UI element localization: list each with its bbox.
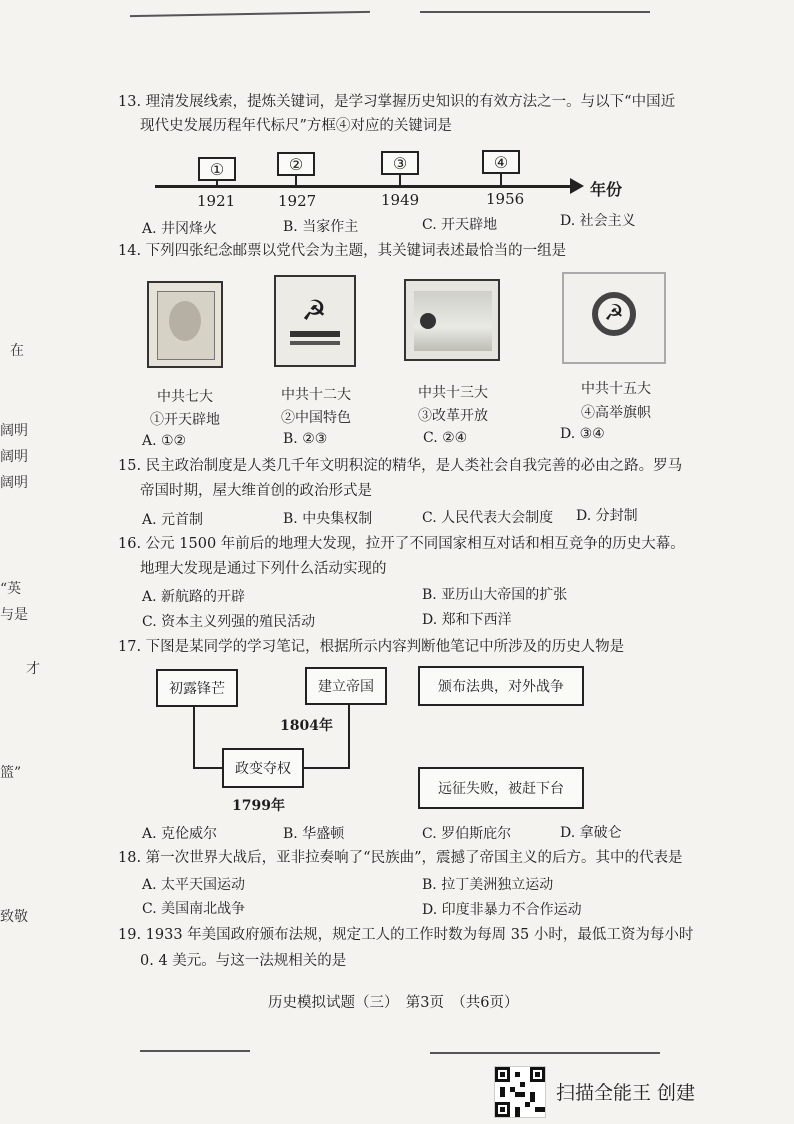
q14-option-c[interactable]: C. ②④ bbox=[423, 430, 468, 446]
connector bbox=[348, 705, 350, 769]
connector bbox=[193, 767, 222, 769]
qr-code-icon bbox=[494, 1066, 546, 1118]
bottom-edge-line bbox=[140, 1050, 250, 1052]
q15-stem-line2: 帝国时期，屋大维首创的政治形式是 bbox=[140, 483, 372, 499]
scanner-watermark: 扫描全能王 创建 bbox=[556, 1082, 696, 1104]
q15-option-d[interactable]: D. 分封制 bbox=[576, 508, 638, 524]
margin-text: 篮” bbox=[0, 765, 22, 781]
stamp-image-13th-congress bbox=[404, 279, 500, 361]
q19-stem-line1: 19. 1933 年美国政府颁布法规，规定工人的工作时数为每周 35 小时，最低工资为每小时 bbox=[118, 927, 694, 943]
note-box-defeat: 远征失败，被赶下台 bbox=[418, 767, 584, 809]
q18-option-d[interactable]: D. 印度非暴力不合作运动 bbox=[422, 902, 582, 918]
timeline-year-1927: 1927 bbox=[278, 192, 317, 210]
margin-text: “英 bbox=[0, 581, 22, 597]
q15-option-b[interactable]: B. 中央集权制 bbox=[283, 511, 373, 527]
timeline-box-1: ① bbox=[198, 157, 236, 181]
stamp-image-7th-congress bbox=[147, 281, 223, 368]
stamp-keyword-4: ④高举旗帜 bbox=[581, 405, 651, 421]
q18-option-a[interactable]: A. 太平天国运动 bbox=[142, 877, 246, 893]
timeline-arrow bbox=[570, 178, 584, 194]
q16-option-a[interactable]: A. 新航路的开辟 bbox=[142, 589, 246, 605]
q18-option-c[interactable]: C. 美国南北战争 bbox=[142, 901, 246, 917]
q13-stem-line2: 现代史发展历程年代标尺”方框④对应的关键词是 bbox=[140, 118, 452, 134]
q13-option-a[interactable]: A. 井冈烽火 bbox=[142, 221, 218, 237]
q17-option-a[interactable]: A. 克伦威尔 bbox=[142, 826, 218, 842]
timeline-box-3: ③ bbox=[381, 151, 419, 175]
stamp-caption-12th: 中共十二大 bbox=[281, 387, 351, 403]
q17-stem: 17. 下图是某同学的学习笔记，根据所示内容判断他笔记中所涉及的历史人物是 bbox=[118, 639, 625, 655]
q14-stem: 14. 下列四张纪念邮票以党代会为主题，其关键词表述最恰当的一组是 bbox=[118, 243, 567, 259]
timeline-tick bbox=[216, 181, 218, 187]
top-edge-line bbox=[130, 11, 370, 17]
q13-option-d[interactable]: D. 社会主义 bbox=[560, 213, 636, 229]
timeline-year-1956: 1956 bbox=[486, 190, 525, 208]
stamp-keyword-3: ③改革开放 bbox=[418, 408, 488, 424]
timeline-axis bbox=[155, 185, 575, 188]
q15-option-c[interactable]: C. 人民代表大会制度 bbox=[422, 510, 554, 526]
q15-option-a[interactable]: A. 元首制 bbox=[142, 512, 204, 528]
margin-text: 与是 bbox=[0, 607, 28, 623]
stamp-caption-15th: 中共十五大 bbox=[581, 381, 651, 397]
stamp-keyword-1: ①开天辟地 bbox=[150, 412, 220, 428]
note-box-code-war: 颁布法典，对外战争 bbox=[418, 666, 584, 706]
timeline-box-2: ② bbox=[277, 152, 315, 176]
q19-stem-line2: 0. 4 美元。与这一法规相关的是 bbox=[140, 953, 347, 969]
note-box-coup: 政变夺权 bbox=[222, 748, 304, 788]
q13-option-c[interactable]: C. 开天辟地 bbox=[422, 217, 498, 233]
timeline-box-4: ④ bbox=[482, 150, 520, 174]
q17-option-b[interactable]: B. 华盛顿 bbox=[283, 826, 345, 842]
q18-option-b[interactable]: B. 拉丁美洲独立运动 bbox=[422, 877, 554, 893]
margin-text: 阔明 bbox=[0, 423, 28, 439]
margin-text: 才 bbox=[26, 661, 40, 677]
top-edge-line-right bbox=[420, 11, 650, 13]
q13-option-b[interactable]: B. 当家作主 bbox=[283, 219, 359, 235]
margin-text: 致敬 bbox=[0, 909, 28, 925]
margin-text: 阔明 bbox=[0, 475, 28, 491]
q17-option-c[interactable]: C. 罗伯斯庇尔 bbox=[422, 826, 512, 842]
note-box-empire: 建立帝国 bbox=[305, 667, 387, 705]
timeline-tick bbox=[500, 174, 502, 186]
timeline-tick bbox=[399, 175, 401, 186]
q16-stem-line1: 16. 公元 1500 年前后的地理大发现，拉开了不同国家相互对话和相互竞争的历史大幕。 bbox=[118, 536, 685, 552]
q13-stem-line1: 13. 理清发展线索，提炼关键词，是学习掌握历史知识的有效方法之一。与以下“中国近 bbox=[118, 94, 676, 110]
stamp-caption-7th: 中共七大 bbox=[157, 389, 213, 405]
timeline-tick bbox=[295, 176, 297, 186]
timeline-year-1921: 1921 bbox=[197, 192, 236, 210]
note-year-1799: 1799年 bbox=[232, 798, 285, 814]
q14-option-d[interactable]: D. ③④ bbox=[560, 426, 605, 442]
q16-stem-line2: 地理大发现是通过下列什么活动实现的 bbox=[140, 561, 387, 577]
connector bbox=[304, 767, 350, 769]
q18-stem: 18. 第一次世界大战后，亚非拉奏响了“民族曲”，震撼了帝国主义的后方。其中的代表是 bbox=[118, 850, 683, 866]
stamp-image-15th-congress: ☭ bbox=[562, 272, 666, 364]
q16-option-b[interactable]: B. 亚历山大帝国的扩张 bbox=[422, 587, 568, 603]
connector bbox=[193, 707, 195, 769]
timeline-axis-label: 年份 bbox=[590, 180, 623, 199]
q17-option-d[interactable]: D. 拿破仑 bbox=[560, 825, 622, 841]
q14-option-b[interactable]: B. ②③ bbox=[283, 431, 328, 447]
q14-option-a[interactable]: A. ①② bbox=[142, 433, 187, 449]
stamp-keyword-2: ②中国特色 bbox=[281, 410, 351, 426]
margin-text: 阔明 bbox=[0, 449, 28, 465]
page-footer: 历史模拟试题（三） 第3页 （共6页） bbox=[268, 995, 519, 1011]
stamp-caption-13th: 中共十三大 bbox=[418, 385, 488, 401]
note-year-1804: 1804年 bbox=[280, 718, 333, 734]
bottom-edge-line-right bbox=[430, 1052, 660, 1054]
note-box-debut: 初露锋芒 bbox=[156, 669, 238, 707]
margin-text: 在 bbox=[10, 343, 24, 359]
stamp-image-12th-congress: ☭ bbox=[274, 275, 356, 367]
q16-option-d[interactable]: D. 郑和下西洋 bbox=[422, 612, 512, 628]
timeline-year-1949: 1949 bbox=[381, 191, 420, 209]
q16-option-c[interactable]: C. 资本主义列强的殖民活动 bbox=[142, 614, 316, 630]
q15-stem-line1: 15. 民主政治制度是人类几千年文明积淀的精华，是人类社会自我完善的必由之路。罗马 bbox=[118, 458, 683, 474]
